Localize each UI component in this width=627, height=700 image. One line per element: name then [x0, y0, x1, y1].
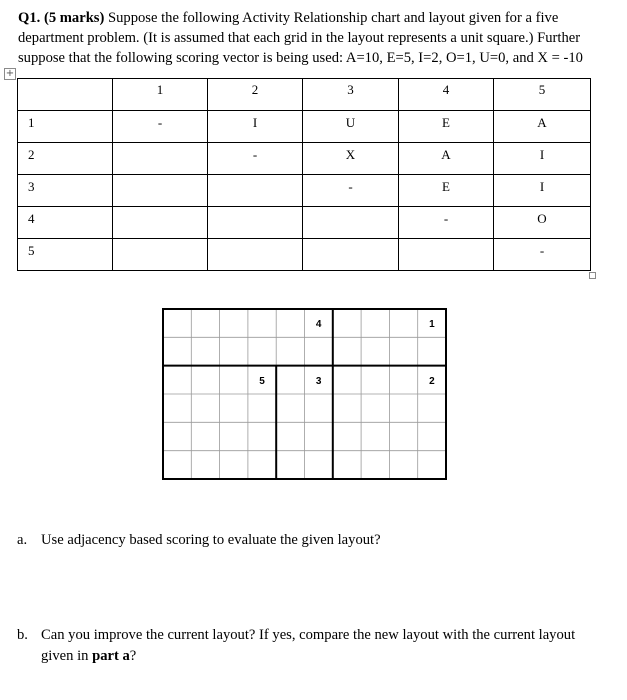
relationship-cell: -: [494, 239, 591, 271]
question-number: Q1.: [18, 10, 41, 26]
department-label-5: 5: [259, 375, 265, 387]
part-a-text: Use adjacency based scoring to evaluate the given layout?: [41, 532, 381, 548]
row-header-3: 3: [18, 175, 113, 207]
relationship-cell: [303, 239, 399, 271]
chart-header-row: [18, 79, 591, 111]
department-layout: [162, 308, 447, 480]
relationship-cell: U: [303, 111, 399, 143]
department-label-3: 3: [315, 375, 322, 387]
relationship-cell: X: [303, 143, 399, 175]
relationship-cell: I: [494, 175, 591, 207]
row-header-1: 1: [18, 111, 113, 143]
part-b-text: [41, 625, 581, 667]
relationship-cell: [208, 175, 303, 207]
chart-row: [18, 111, 591, 143]
relationship-cell: [399, 239, 494, 271]
chart-row: [18, 175, 591, 207]
relationship-cell: E: [399, 175, 494, 207]
part-b-bold-ref: part a: [92, 648, 130, 664]
column-header-5: 5: [494, 79, 591, 111]
relationship-cell: -: [113, 111, 208, 143]
relationship-cell: A: [399, 143, 494, 175]
relationship-cell: [113, 143, 208, 175]
move-cross-icon[interactable]: +: [5, 68, 15, 79]
chart-row: [18, 239, 591, 271]
table-resize-handle[interactable]: [589, 272, 596, 279]
row-header-2: 2: [18, 143, 113, 175]
part-b-text-main: Can you improve the current layout? If yes, compare the new layout with the current layout given in: [41, 627, 576, 664]
corner-cell: [18, 79, 113, 111]
relationship-cell: I: [208, 111, 303, 143]
row-header-5: 5: [18, 239, 113, 271]
department-label-4: 4: [315, 319, 322, 331]
part-b-label: b.: [17, 627, 28, 643]
row-header-4: 4: [18, 207, 113, 239]
column-header-2: 2: [208, 79, 303, 111]
column-header-1: 1: [113, 79, 208, 111]
relationship-cell: [113, 175, 208, 207]
relationship-cell: E: [399, 111, 494, 143]
layout-grid-svg: [162, 308, 447, 480]
relationship-cell: [303, 207, 399, 239]
question-text: [18, 8, 608, 68]
relationship-cell: [208, 239, 303, 271]
relationship-cell: [113, 239, 208, 271]
relationship-cell: -: [303, 175, 399, 207]
relationship-cell: A: [494, 111, 591, 143]
column-header-3: 3: [303, 79, 399, 111]
relationship-cell: O: [494, 207, 591, 239]
relationship-cell: -: [399, 207, 494, 239]
activity-relationship-chart: [17, 78, 591, 271]
relationship-cell: I: [494, 143, 591, 175]
department-label-1: 1: [429, 319, 435, 331]
relationship-cell: [113, 207, 208, 239]
department-label-2: 2: [429, 375, 435, 387]
column-header-4: 4: [399, 79, 494, 111]
chart-row: [18, 207, 591, 239]
question-body: Suppose the following Activity Relationship chart and layout given for a five department problem. (It is assumed that each grid in the layout represents a unit square.) Further suppose that the following scoring vector is being used: A=10, E=5, I=2, O=1, U=0, and X = -10: [18, 10, 583, 66]
question-marks: (5 marks): [43, 10, 105, 26]
relationship-cell: -: [208, 143, 303, 175]
relationship-cell: [208, 207, 303, 239]
part-b-text-end: ?: [129, 648, 137, 664]
chart-row: [18, 143, 591, 175]
part-a-label: a.: [17, 532, 28, 548]
